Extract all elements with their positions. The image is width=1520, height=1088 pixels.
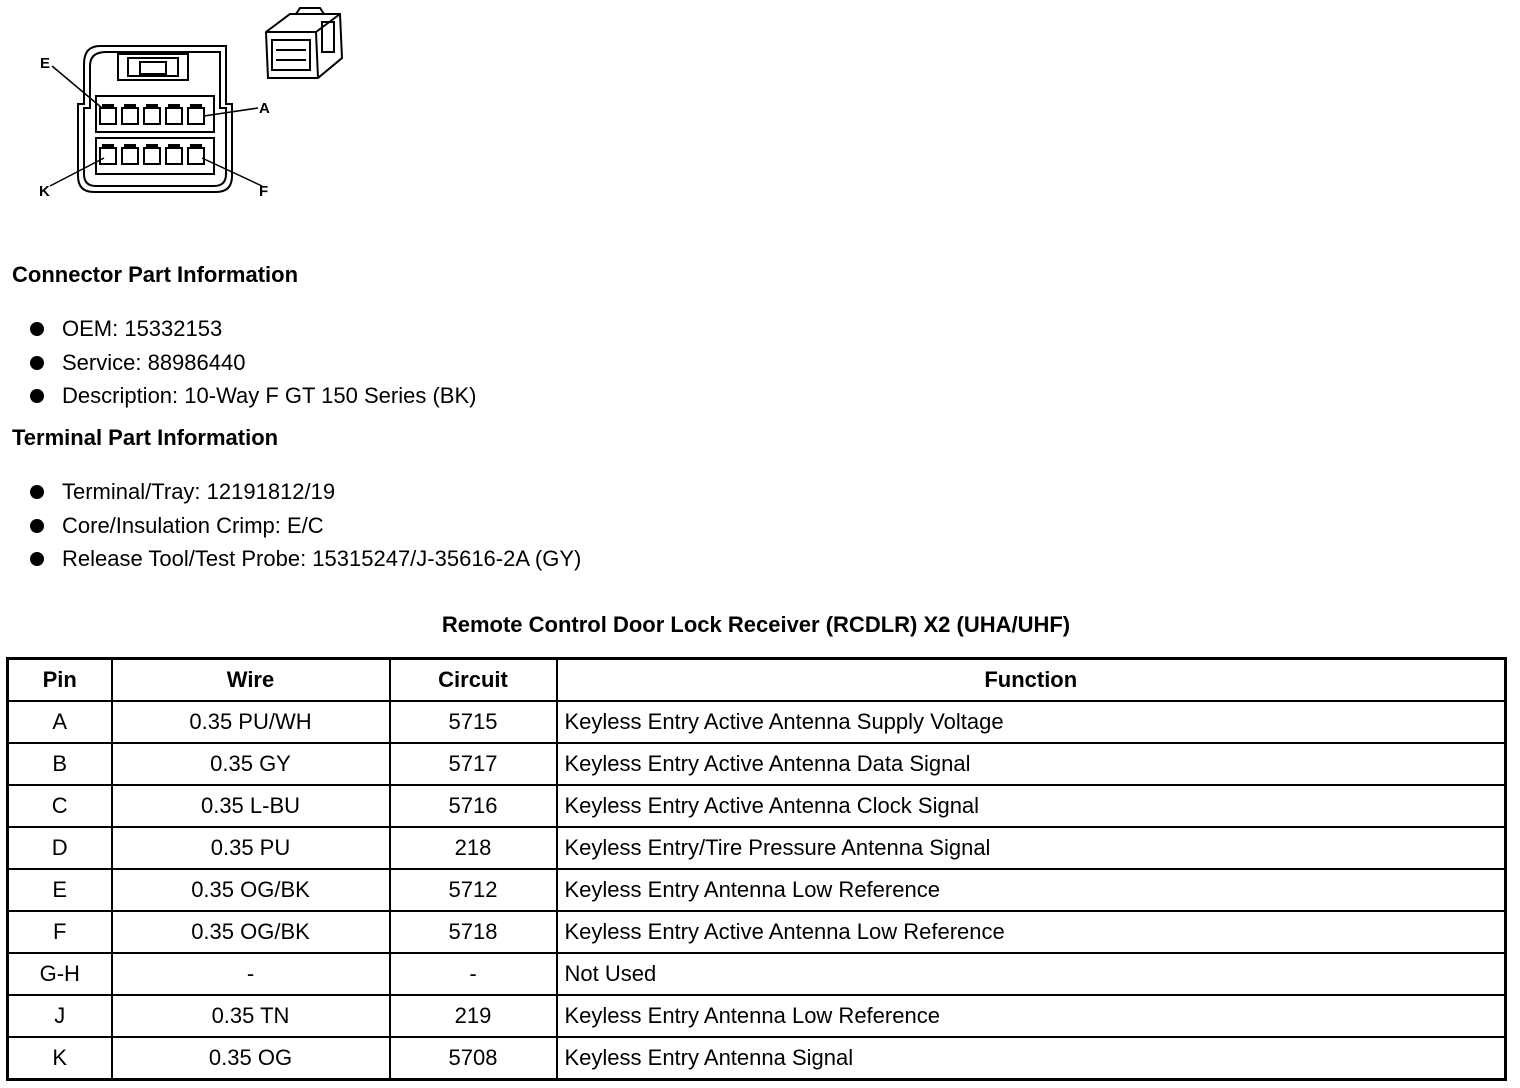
table-row xyxy=(8,995,1506,1037)
connector-diagram xyxy=(0,0,360,210)
bullet-icon xyxy=(30,389,44,403)
table-header-row xyxy=(8,659,1506,702)
list-item: Service: 88986440 xyxy=(30,349,476,383)
list-item: OEM: 15332153 xyxy=(30,315,476,349)
cell-function: Keyless Entry Antenna Low Reference xyxy=(557,995,1506,1037)
bullet-icon xyxy=(30,356,44,370)
cell-pin: B xyxy=(8,743,112,785)
cell-circuit: 5716 xyxy=(390,785,557,827)
cell-pin: J xyxy=(8,995,112,1037)
table-row xyxy=(8,743,1506,785)
header-function: Function xyxy=(557,659,1506,702)
cell-wire: 0.35 GY xyxy=(112,743,390,785)
list-item: Core/Insulation Crimp: E/C xyxy=(30,512,581,546)
cell-pin: K xyxy=(8,1037,112,1080)
cell-circuit: 5708 xyxy=(390,1037,557,1080)
cell-function: Not Used xyxy=(557,953,1506,995)
cell-wire: - xyxy=(112,953,390,995)
cell-function: Keyless Entry Antenna Low Reference xyxy=(557,869,1506,911)
table-row xyxy=(8,701,1506,743)
header-pin: Pin xyxy=(8,659,112,702)
cell-circuit: 5718 xyxy=(390,911,557,953)
list-item: Release Tool/Test Probe: 15315247/J-35616-2A (GY) xyxy=(30,545,581,579)
connector-part-info-title: Connector Part Information xyxy=(12,262,299,287)
bullet-icon xyxy=(30,322,44,336)
cell-wire: 0.35 L-BU xyxy=(112,785,390,827)
header-wire: Wire xyxy=(112,659,390,702)
header-circuit: Circuit xyxy=(390,659,557,702)
pin-cavities xyxy=(100,108,204,164)
terminal-part-info-title: Terminal Part Information xyxy=(12,425,279,450)
cell-wire: 0.35 OG/BK xyxy=(112,911,390,953)
pin-label-a: A xyxy=(259,100,270,117)
cell-function: Keyless Entry Active Antenna Supply Voltage xyxy=(557,701,1506,743)
cell-circuit: 5712 xyxy=(390,869,557,911)
cell-pin: E xyxy=(8,869,112,911)
cell-function: Keyless Entry Active Antenna Data Signal xyxy=(557,743,1506,785)
table-row xyxy=(8,911,1506,953)
cell-pin: G-H xyxy=(8,953,112,995)
table-row xyxy=(8,827,1506,869)
table-row xyxy=(8,869,1506,911)
table-row xyxy=(8,953,1506,995)
cell-function: Keyless Entry/Tire Pressure Antenna Signal xyxy=(557,827,1506,869)
cell-wire: 0.35 PU/WH xyxy=(112,701,390,743)
cell-circuit: 5717 xyxy=(390,743,557,785)
connector-part-info-list xyxy=(30,315,476,416)
cell-wire: 0.35 PU xyxy=(112,827,390,869)
cell-pin: C xyxy=(8,785,112,827)
table-row xyxy=(8,785,1506,827)
cell-circuit: - xyxy=(390,953,557,995)
bullet-icon xyxy=(30,552,44,566)
pin-label-f: F xyxy=(259,183,269,200)
cell-function: Keyless Entry Antenna Signal xyxy=(557,1037,1506,1080)
cell-function: Keyless Entry Active Antenna Low Reference xyxy=(557,911,1506,953)
pin-label-k: K xyxy=(39,183,50,200)
list-item: Terminal/Tray: 12191812/19 xyxy=(30,478,581,512)
connector-outline xyxy=(78,46,232,192)
table-title: Remote Control Door Lock Receiver (RCDLR) X2 (UHA/UHF) xyxy=(441,612,1071,637)
table-row xyxy=(8,1037,1506,1080)
cell-function: Keyless Entry Active Antenna Clock Signal xyxy=(557,785,1506,827)
bullet-icon xyxy=(30,519,44,533)
pinout-table xyxy=(6,657,1507,1081)
terminal-part-info-list xyxy=(30,478,581,579)
list-item: Description: 10-Way F GT 150 Series (BK) xyxy=(30,382,476,416)
cell-wire: 0.35 OG xyxy=(112,1037,390,1080)
cell-circuit: 218 xyxy=(390,827,557,869)
pin-label-e: E xyxy=(40,55,51,72)
cell-circuit: 5715 xyxy=(390,701,557,743)
connector-thumbnail xyxy=(266,8,342,78)
cell-pin: D xyxy=(8,827,112,869)
cell-pin: A xyxy=(8,701,112,743)
cell-wire: 0.35 OG/BK xyxy=(112,869,390,911)
bullet-icon xyxy=(30,485,44,499)
cell-circuit: 219 xyxy=(390,995,557,1037)
cell-pin: F xyxy=(8,911,112,953)
cell-wire: 0.35 TN xyxy=(112,995,390,1037)
